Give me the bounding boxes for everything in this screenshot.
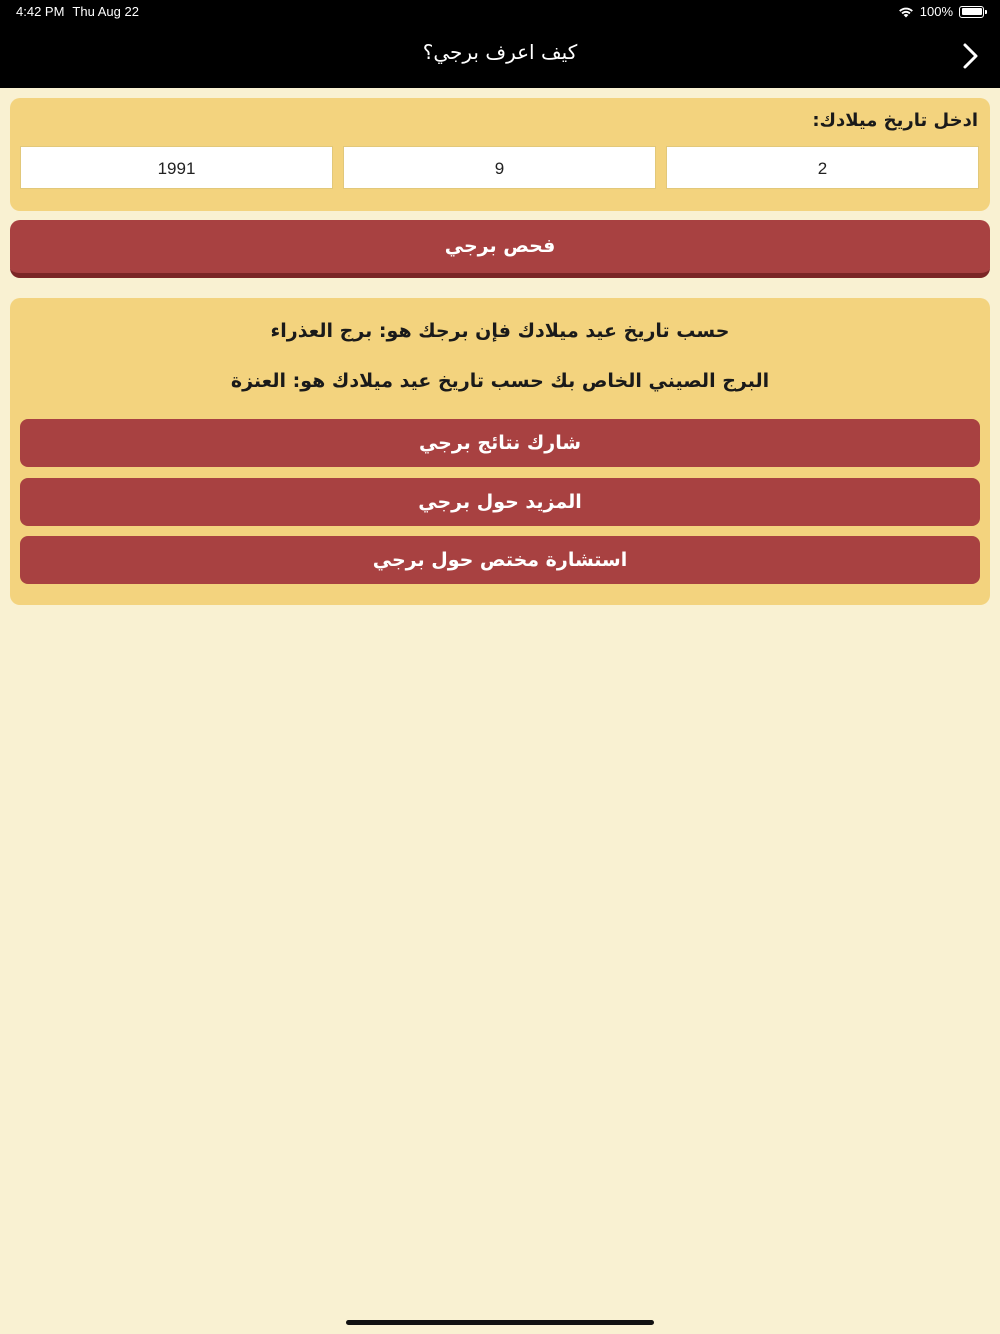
battery-percent: 100% [919,4,953,19]
status-bar-left [16,4,139,19]
check-zodiac-button[interactable]: فحص برجي [10,220,990,278]
result-panel [10,298,990,605]
chevron-right-icon[interactable] [960,42,982,70]
status-date: Thu Aug 22 [72,4,139,19]
battery-icon [959,6,984,18]
day-field[interactable]: 2 [666,146,979,189]
page-title: كيف اعرف برجي؟ [422,40,578,64]
month-field[interactable]: 9 [343,146,656,189]
birthdate-panel [10,98,990,211]
share-results-button[interactable]: شارك نتائج برجي [20,419,980,467]
year-field[interactable]: 1991 [20,146,333,189]
wifi-icon [898,6,914,18]
zodiac-result-text: حسب تاريخ عيد ميلادك فإن برجك هو: برج العذراء [270,320,730,342]
status-time: 4:42 PM [16,4,65,19]
chinese-zodiac-result-text: البرج الصيني الخاص بك حسب تاريخ عيد ميلادك هو: العنزة [230,370,770,392]
home-indicator[interactable] [346,1320,654,1325]
consult-expert-button[interactable]: استشارة مختص حول برجي [20,536,980,584]
birthdate-label: ادخل تاريخ ميلادك: [812,110,978,131]
more-about-zodiac-button[interactable]: المزيد حول برجي [20,478,980,526]
navigation-bar [0,0,1000,88]
status-bar-right [898,4,984,19]
